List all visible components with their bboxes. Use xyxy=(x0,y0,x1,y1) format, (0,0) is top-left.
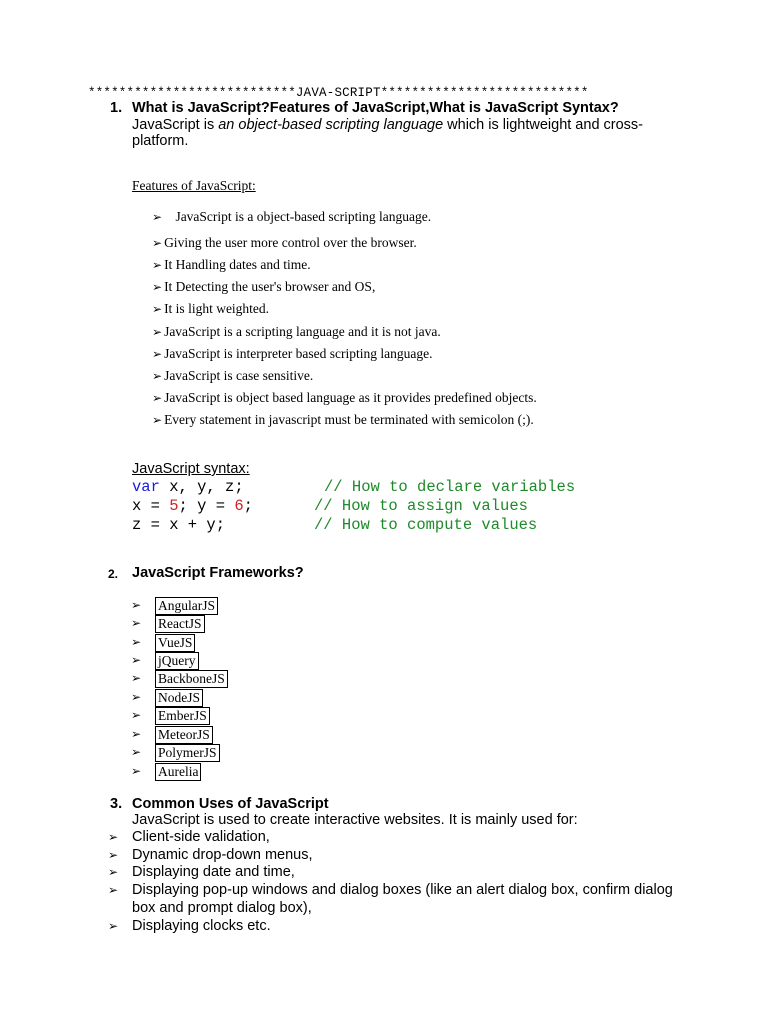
code-comment-1: // How to declare variables xyxy=(324,478,576,496)
features-heading: Features of JavaScript: xyxy=(132,178,256,193)
feature-item xyxy=(152,209,431,225)
section-1-title: What is JavaScript?Features of JavaScript,What is JavaScript Syntax? xyxy=(132,100,619,116)
use-text-continuation: box and prompt dialog box), xyxy=(132,900,312,916)
code-comment-3: // How to compute values xyxy=(314,516,538,534)
code-number: 6 xyxy=(234,497,244,515)
arrow-bullet-icon: ➢ xyxy=(131,690,142,704)
page-banner: ***************************JAVA-SCRIPT*************************** xyxy=(88,86,589,100)
feature-text: JavaScript is a scripting language and it is not java. xyxy=(164,324,441,339)
feature-text: It Detecting the user's browser and OS, xyxy=(164,279,376,294)
section-1-intro-line2: platform. xyxy=(132,133,189,149)
arrow-bullet-icon: ➢ xyxy=(152,302,163,316)
code-line-1 xyxy=(132,478,244,496)
arrow-bullet-icon: ➢ xyxy=(152,236,163,250)
arrow-bullet-icon: ➢ xyxy=(152,280,163,294)
arrow-bullet-icon: ➢ xyxy=(131,653,142,667)
code-comment-2: // How to assign values xyxy=(314,497,528,515)
feature-item xyxy=(152,301,269,317)
arrow-bullet-icon: ➢ xyxy=(152,413,163,427)
framework-name: NodeJS xyxy=(155,689,203,707)
framework-name: AngularJS xyxy=(155,597,218,615)
intro-emphasis: an object-based scripting language xyxy=(218,117,444,133)
feature-item xyxy=(152,346,432,362)
code-line-2 xyxy=(132,497,253,515)
use-text: Dynamic drop-down menus, xyxy=(132,847,313,863)
feature-item xyxy=(152,257,311,273)
section-3-intro: JavaScript is used to create interactive websites. It is mainly used for: xyxy=(132,812,578,828)
framework-name: MeteorJS xyxy=(155,726,213,744)
code-text: ; xyxy=(243,497,253,515)
use-text: Client-side validation, xyxy=(132,829,270,845)
feature-item xyxy=(152,390,537,406)
framework-name: BackboneJS xyxy=(155,670,228,688)
framework-name: EmberJS xyxy=(155,707,210,725)
feature-text: JavaScript is interpreter based scripting language. xyxy=(164,346,433,361)
arrow-bullet-icon: ➢ xyxy=(152,210,163,224)
arrow-bullet-icon: ➢ xyxy=(108,848,119,862)
section-1-number: 1. xyxy=(110,100,123,116)
code-text: x = xyxy=(132,497,170,515)
framework-name: jQuery xyxy=(155,652,199,670)
feature-item xyxy=(152,235,417,251)
code-text: x, y, z; xyxy=(159,478,244,496)
arrow-bullet-icon: ➢ xyxy=(152,391,163,405)
arrow-bullet-icon: ➢ xyxy=(131,727,142,741)
arrow-bullet-icon: ➢ xyxy=(108,919,119,933)
framework-name: Aurelia xyxy=(155,763,201,781)
code-number: 5 xyxy=(169,497,179,515)
feature-text: It is light weighted. xyxy=(164,301,270,316)
feature-text: JavaScript is case sensitive. xyxy=(164,368,314,383)
arrow-bullet-icon: ➢ xyxy=(152,369,163,383)
arrow-bullet-icon: ➢ xyxy=(131,616,142,630)
feature-text: JavaScript is object based language as it provides predefined objects. xyxy=(164,390,537,405)
arrow-bullet-icon: ➢ xyxy=(131,745,142,759)
code-line-3: z = x + y; xyxy=(132,516,226,534)
framework-name: VueJS xyxy=(155,634,195,652)
section-3-title: Common Uses of JavaScript xyxy=(132,796,329,812)
section-2-number: 2. xyxy=(108,567,119,581)
use-text: Displaying pop-up windows and dialog boxes (like an alert dialog box, confirm dialog xyxy=(132,882,673,898)
arrow-bullet-icon: ➢ xyxy=(108,830,119,844)
intro-prefix: JavaScript is xyxy=(132,117,219,133)
arrow-bullet-icon: ➢ xyxy=(152,347,163,361)
arrow-bullet-icon: ➢ xyxy=(131,598,142,612)
use-text: Displaying clocks etc. xyxy=(132,918,271,934)
section-2-title: JavaScript Frameworks? xyxy=(132,565,304,581)
intro-suffix: which is lightweight and cross- xyxy=(443,117,644,133)
code-keyword: var xyxy=(132,478,160,496)
feature-text: It Handling dates and time. xyxy=(164,257,311,272)
framework-name: ReactJS xyxy=(155,615,205,633)
arrow-bullet-icon: ➢ xyxy=(131,635,142,649)
feature-text: Every statement in javascript must be terminated with semicolon (;). xyxy=(164,412,534,427)
arrow-bullet-icon: ➢ xyxy=(131,764,142,778)
syntax-heading: JavaScript syntax: xyxy=(132,461,250,477)
arrow-bullet-icon: ➢ xyxy=(152,258,163,272)
feature-text: JavaScript is a object-based scripting language. xyxy=(175,209,432,224)
framework-name: PolymerJS xyxy=(155,744,220,762)
use-text: Displaying date and time, xyxy=(132,864,295,880)
feature-item xyxy=(152,279,375,295)
feature-item xyxy=(152,368,313,384)
arrow-bullet-icon: ➢ xyxy=(131,671,142,685)
code-text: ; y = xyxy=(178,497,235,515)
arrow-bullet-icon: ➢ xyxy=(108,865,119,879)
section-3-number: 3. xyxy=(110,796,123,812)
section-1-intro-line1 xyxy=(132,117,643,133)
arrow-bullet-icon: ➢ xyxy=(108,883,119,897)
feature-item xyxy=(152,324,441,340)
arrow-bullet-icon: ➢ xyxy=(152,325,163,339)
arrow-bullet-icon: ➢ xyxy=(131,708,142,722)
feature-item xyxy=(152,412,534,428)
feature-text: Giving the user more control over the browser. xyxy=(164,235,417,250)
